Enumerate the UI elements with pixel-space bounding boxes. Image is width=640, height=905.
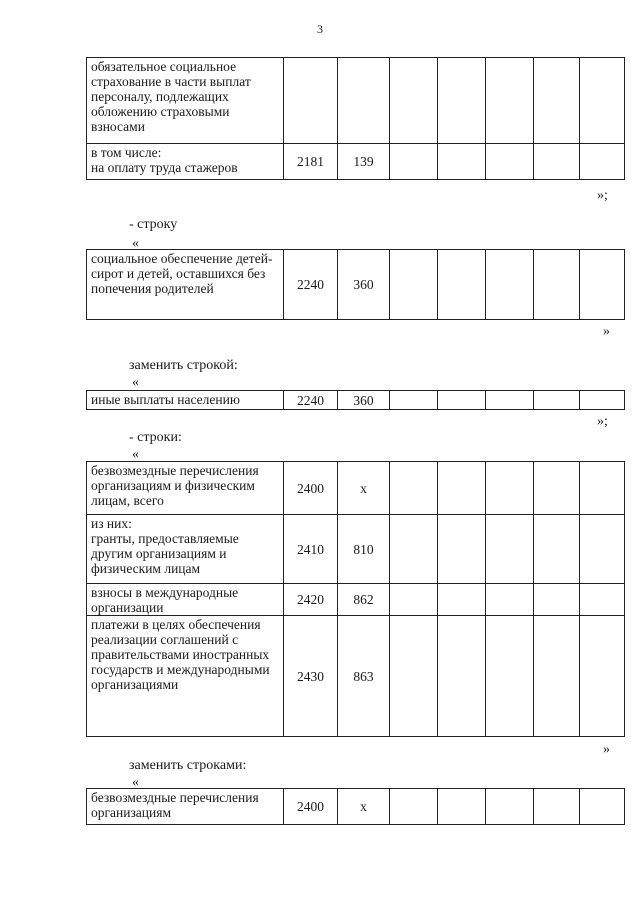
row-name: социальное обеспечение детей-сирот и детей, оставшихся без попечения родителей [87,250,284,320]
table-2 [86,249,625,320]
table-row [87,58,625,144]
row-name: безвозмездные перечисления организациям и физическим лицам, всего [87,462,284,515]
table-row [87,391,625,410]
row-code: 2430 [284,616,338,737]
row-name: взносы в международные организации [87,584,284,616]
table-row [87,144,625,180]
closing-quote-4: » [603,742,610,757]
row-kosgu: x [338,789,390,825]
row-name: платежи в целях обеспечения реализации соглашений с правительствами иностранных государств и международными организациями [87,616,284,737]
instruction-line: заменить строками: [129,758,247,773]
row-kosgu: 862 [338,584,390,616]
row-name: иные выплаты населению [87,391,284,410]
row-kosgu [338,58,390,144]
opening-quote-1: « [132,236,139,251]
row-kosgu: 810 [338,515,390,584]
table-row [87,515,625,584]
closing-quote-1: »; [597,188,608,203]
table-row [87,584,625,616]
row-code: 2400 [284,462,338,515]
row-name: обязательное социальное страхование в части выплат персоналу, подлежащих обложению страховыми взносами [87,58,284,144]
table-3 [86,390,625,410]
table-row [87,789,625,825]
table-5 [86,788,625,825]
instruction-line: - строки: [129,430,182,445]
instruction-line: заменить строкой: [129,358,238,373]
opening-quote-3: « [132,447,139,462]
instruction-line: - строку [129,217,178,232]
row-name: из них: гранты, предоставляемые другим организациям и физическим лицам [87,515,284,584]
row-code: 2420 [284,584,338,616]
table-row [87,462,625,515]
row-name: в том числе: на оплату труда стажеров [87,144,284,180]
table-1 [86,57,625,180]
row-code: 2240 [284,250,338,320]
opening-quote-2: « [132,375,139,390]
table-row [87,616,625,737]
row-name: безвозмездные перечисления организациям [87,789,284,825]
closing-quote-2: » [603,324,610,339]
closing-quote-3: »; [597,414,608,429]
table-4 [86,461,625,737]
table-row [87,250,625,320]
row-kosgu: 360 [338,391,390,410]
row-kosgu: 360 [338,250,390,320]
row-code: 2240 [284,391,338,410]
row-kosgu: 139 [338,144,390,180]
row-code: 2400 [284,789,338,825]
row-code [284,58,338,144]
row-kosgu: x [338,462,390,515]
opening-quote-4: « [132,775,139,790]
row-code: 2181 [284,144,338,180]
page-number: 3 [317,22,323,36]
row-code: 2410 [284,515,338,584]
row-kosgu: 863 [338,616,390,737]
